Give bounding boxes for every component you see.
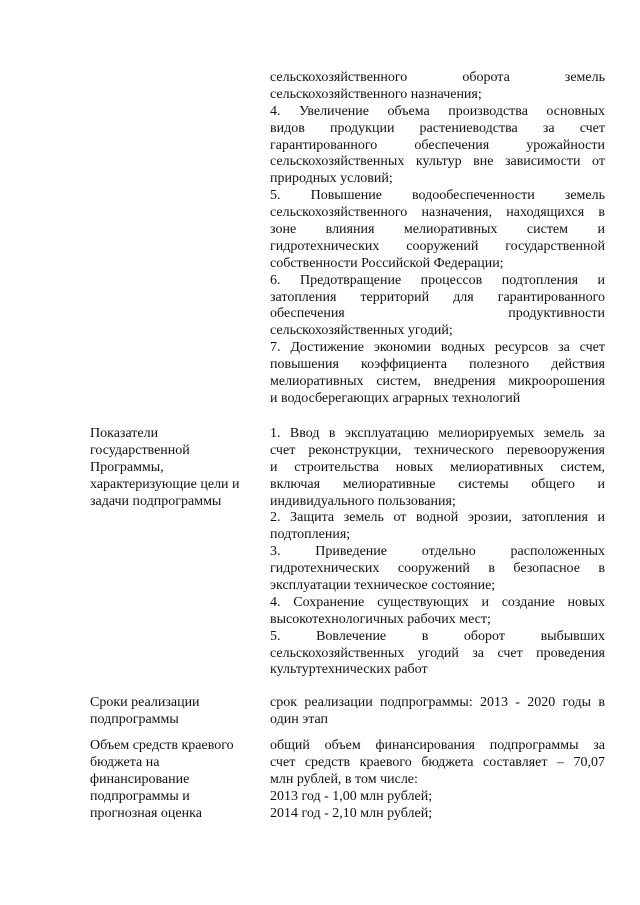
content-line: 4. Сохранение существующих и создание новых (270, 594, 605, 610)
content-line: 7. Достижение экономии водных ресурсов за счет (270, 340, 605, 356)
content-line: природных условий; (270, 171, 393, 187)
label-line: характеризующие цели и (90, 476, 240, 492)
content-line: затопления территорий для гарантированного (270, 289, 605, 305)
label-line: подпрограммы и (90, 788, 190, 804)
block-2-label (90, 695, 255, 729)
block-1-label (90, 426, 255, 510)
content-line: сельскохозяйственных угодий за счет проведения (270, 645, 605, 661)
content-line: 1. Ввод в эксплуатацию мелиорируемых земель за (270, 426, 605, 441)
content-line: гидротехнических сооружений государственной (270, 238, 605, 254)
content-line: 2013 год - 1,00 млн рублей; (270, 788, 433, 804)
block-1-content (270, 426, 605, 679)
content-line: высокотехнологичных рабочих мест; (270, 611, 491, 627)
content-line: млн рублей, в том числе: (270, 771, 418, 787)
content-line: собственности Российской Федерации; (270, 255, 504, 271)
content-line: эксплуатации техническое состояние; (270, 578, 496, 594)
label-line: Программы, (90, 459, 164, 475)
label-line: задачи подпрограммы (90, 493, 222, 509)
content-line: сельскохозяйственного назначения; (270, 86, 482, 102)
content-line: 6. Предотвращение процессов подтопления и (270, 272, 605, 288)
label-line: бюджета на (90, 754, 160, 770)
content-line: 2014 год - 2,10 млн рублей; (270, 805, 433, 821)
content-line: гидротехнических сооружений в безопасное в (270, 561, 605, 577)
content-line: 2. Защита земель от водной эрозии, затопления и (270, 510, 605, 526)
content-line: сельскохозяйственных угодий; (270, 323, 453, 339)
content-line: и строительства новых мелиоративных систем, (270, 459, 605, 475)
content-line: видов продукции растениеводства за счет (270, 120, 605, 136)
block-2-content (270, 695, 605, 729)
content-line: подтопления; (270, 527, 351, 543)
label-line: прогнозная оценка (90, 805, 202, 821)
label-line: подпрограммы (90, 711, 179, 727)
label-line: Сроки реализации (90, 695, 200, 710)
block-0-content (270, 70, 605, 408)
content-line: один этап (270, 711, 329, 727)
block-3-label (90, 738, 255, 822)
content-line: сельскохозяйственного оборота земель (270, 70, 605, 85)
content-line: счет средств краевого бюджета составляет – 70,07 (270, 754, 605, 770)
content-line: повышения коэффициента полезного действия (270, 357, 605, 373)
block-3-content (270, 738, 605, 822)
content-line: культуртехнических работ (270, 662, 428, 678)
content-line: сельскохозяйственных культур вне зависимости от (270, 154, 605, 170)
label-line: финансирование (90, 771, 190, 787)
label-line: Объем средств краевого (90, 738, 234, 753)
content-line: 5. Повышение водообеспеченности земель (270, 188, 605, 204)
content-line: 3. Приведение отдельно расположенных (270, 544, 605, 560)
content-line: срок реализации подпрограммы: 2013 - 2020 годы в (270, 695, 605, 710)
content-line: 4. Увеличение объема производства основных (270, 103, 605, 119)
content-line: зоне влияния мелиоративных систем и (270, 222, 605, 238)
content-line: 5. Вовлечение в оборот выбывших (270, 628, 605, 644)
content-line: включая мелиоративные системы общего и (270, 476, 605, 492)
content-line: гарантированного обеспечения урожайности (270, 137, 605, 153)
content-line: сельскохозяйственного назначения, находящихся в (270, 205, 605, 221)
content-line: индивидуального пользования; (270, 493, 456, 509)
content-line: обеспечения продуктивности (270, 306, 605, 322)
label-line: государственной (90, 442, 190, 458)
content-line: и водосберегающих аграрных технологий (270, 390, 521, 406)
label-line: Показатели (90, 426, 159, 441)
content-line: счет реконструкции, технического перевооружения (270, 442, 605, 458)
content-line: мелиоративных систем, внедрения микроорошения (270, 374, 605, 390)
content-line: общий объем финансирования подпрограммы за (270, 738, 605, 753)
